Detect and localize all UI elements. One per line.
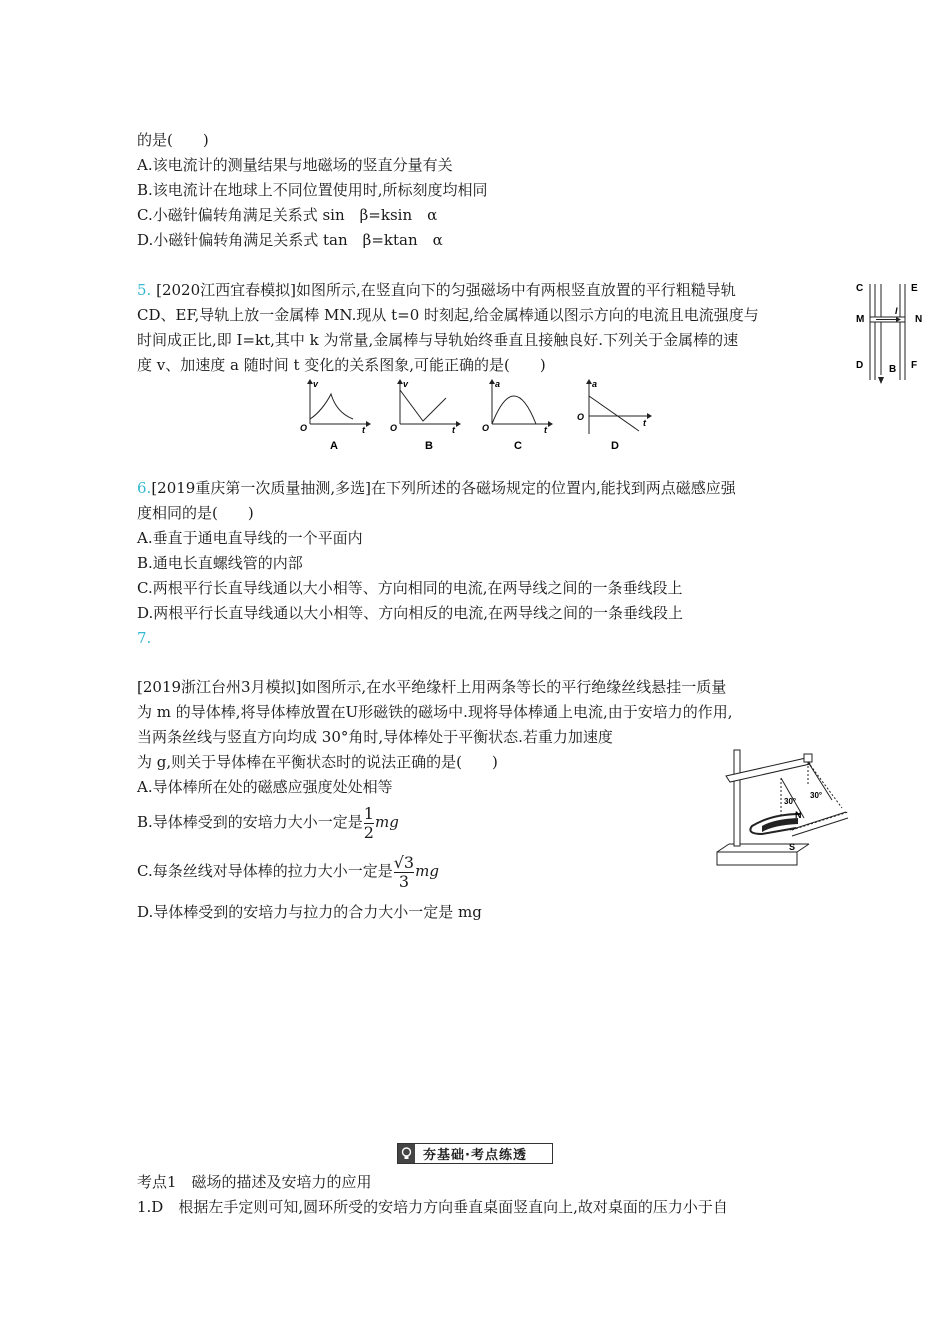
svg-text:a: a (495, 379, 501, 389)
q5-number[interactable]: 5. (137, 281, 152, 299)
answer-1: 1.D 根据左手定则可知,圆环所受的安培力方向垂直桌面竖直向上,故对桌面的压力小于自 (137, 1198, 728, 1216)
q4-option-a[interactable]: A.该电流计的测量结果与地磁场的竖直分量有关 (137, 156, 453, 174)
q6-line2: 度相同的是( ) (137, 504, 254, 522)
q7-line3: 当两条丝线与竖直方向均成 30°角时,导体棒处于平衡状态.若重力加速度 (137, 728, 613, 746)
svg-text:D: D (611, 440, 619, 452)
q7-option-a[interactable]: A.导体棒所在处的磁感应强度处处相等 (137, 778, 393, 796)
svg-text:t: t (643, 418, 646, 428)
q4-stem-tail: 的是( ) (137, 131, 209, 149)
svg-text:B: B (425, 440, 433, 452)
fraction-root3-over-3: $\frac{√3}{3}$ (393, 852, 415, 891)
svg-text:A: A (330, 440, 338, 452)
svg-text:O: O (577, 412, 585, 422)
q5-graph-a[interactable] (298, 376, 373, 456)
label-c: C (856, 283, 864, 294)
label-b: B (889, 364, 897, 375)
svg-text:v: v (403, 379, 409, 389)
label-m: M (856, 314, 865, 325)
svg-text:t: t (362, 425, 365, 435)
section-badge (397, 1143, 553, 1164)
q7-magnet-figure (712, 748, 852, 870)
q7-option-d[interactable]: D.导体棒受到的安培力与拉力的合力大小一定是 mg (137, 903, 482, 921)
svg-text:O: O (390, 423, 398, 433)
q7-line2: 为 m 的导体棒,将导体棒放置在U形磁铁的磁场中.现将导体棒通上电流,由于安培力的作用, (137, 703, 733, 721)
svg-text:t: t (452, 425, 455, 435)
q4-option-c[interactable]: C.小磁针偏转角满足关系式 sin β=ksin α (137, 206, 438, 224)
pole-s-label: S (789, 842, 796, 852)
q7-option-b[interactable]: B.导体棒受到的安培力大小一定是 $\frac{1}{2}$ mg (137, 803, 399, 842)
q7-line1: [2019浙江台州3月模拟]如图所示,在水平绝缘杆上用两条等长的平行绝缘丝线悬挂一质量 (137, 678, 727, 696)
q5-graph-b[interactable] (388, 376, 463, 456)
pole-n-label: N (795, 810, 802, 820)
svg-text:v: v (313, 379, 319, 389)
q6-option-d[interactable]: D.两根平行长直导线通以大小相等、方向相反的电流,在两导线之间的一条垂线段上 (137, 604, 684, 622)
svg-text:O: O (482, 423, 490, 433)
q7-line4: 为 g,则关于导体棒在平衡状态时的说法正确的是( ) (137, 753, 498, 771)
q5-rail-figure (848, 280, 928, 390)
angle-label-2: 30° (810, 791, 823, 800)
q5-line4: 度 v、加速度 a 随时间 t 变化的关系图象,可能正确的是( ) (137, 356, 546, 374)
q7-option-c[interactable]: C.每条丝线对导体棒的拉力大小一定是 $\frac{√3}{3}$ mg (137, 852, 439, 891)
answer-section-title: 考点1 磁场的描述及安培力的应用 (137, 1173, 372, 1191)
angle-label-1: 30° (784, 797, 797, 806)
q5-graph-c[interactable] (480, 376, 555, 456)
q6-line1: 6.[2019重庆第一次质量抽测,多选]在下列所述的各磁场规定的位置内,能找到两点磁感应强 (137, 479, 736, 497)
q6-number[interactable]: 6. (137, 479, 152, 497)
lightbulb-icon (398, 1144, 415, 1163)
q5-line2: CD、EF,导轨上放一金属棒 MN.现从 t=0 时刻起,给金属棒通以图示方向的电流且电流强度与 (137, 306, 759, 324)
svg-text:C: C (514, 440, 522, 452)
q5-line3: 时间成正比,即 I=kt,其中 k 为常量,金属棒与导轨始终垂直且接触良好.下列关于金属棒的速 (137, 331, 739, 349)
label-i: I (895, 306, 898, 316)
q6-option-c[interactable]: C.两根平行长直导线通以大小相等、方向相同的电流,在两导线之间的一条垂线段上 (137, 579, 683, 597)
q7-number[interactable]: 7. (137, 629, 152, 647)
fraction-one-half: $\frac{1}{2}$ (363, 803, 374, 842)
label-d: D (856, 360, 864, 371)
q4-option-d[interactable]: D.小磁针偏转角满足关系式 tan β=ktan α (137, 231, 443, 249)
svg-text:O: O (300, 423, 308, 433)
q4-option-b[interactable]: B.该电流计在地球上不同位置使用时,所标刻度均相同 (137, 181, 488, 199)
label-e: E (911, 283, 918, 294)
badge-title: 夯基础·考点练透 (423, 1148, 527, 1163)
svg-text:a: a (592, 379, 598, 389)
svg-text:t: t (544, 425, 547, 435)
q5-graph-d[interactable] (575, 376, 655, 456)
q6-option-a[interactable]: A.垂直于通电直导线的一个平面内 (137, 529, 363, 547)
q6-option-b[interactable]: B.通电长直螺线管的内部 (137, 554, 303, 572)
label-n: N (915, 314, 923, 325)
q5-line1: 5. [2020江西宜春模拟]如图所示,在竖直向下的匀强磁场中有两根竖直放置的平行粗糙导轨 (137, 281, 736, 299)
label-f: F (911, 360, 918, 371)
